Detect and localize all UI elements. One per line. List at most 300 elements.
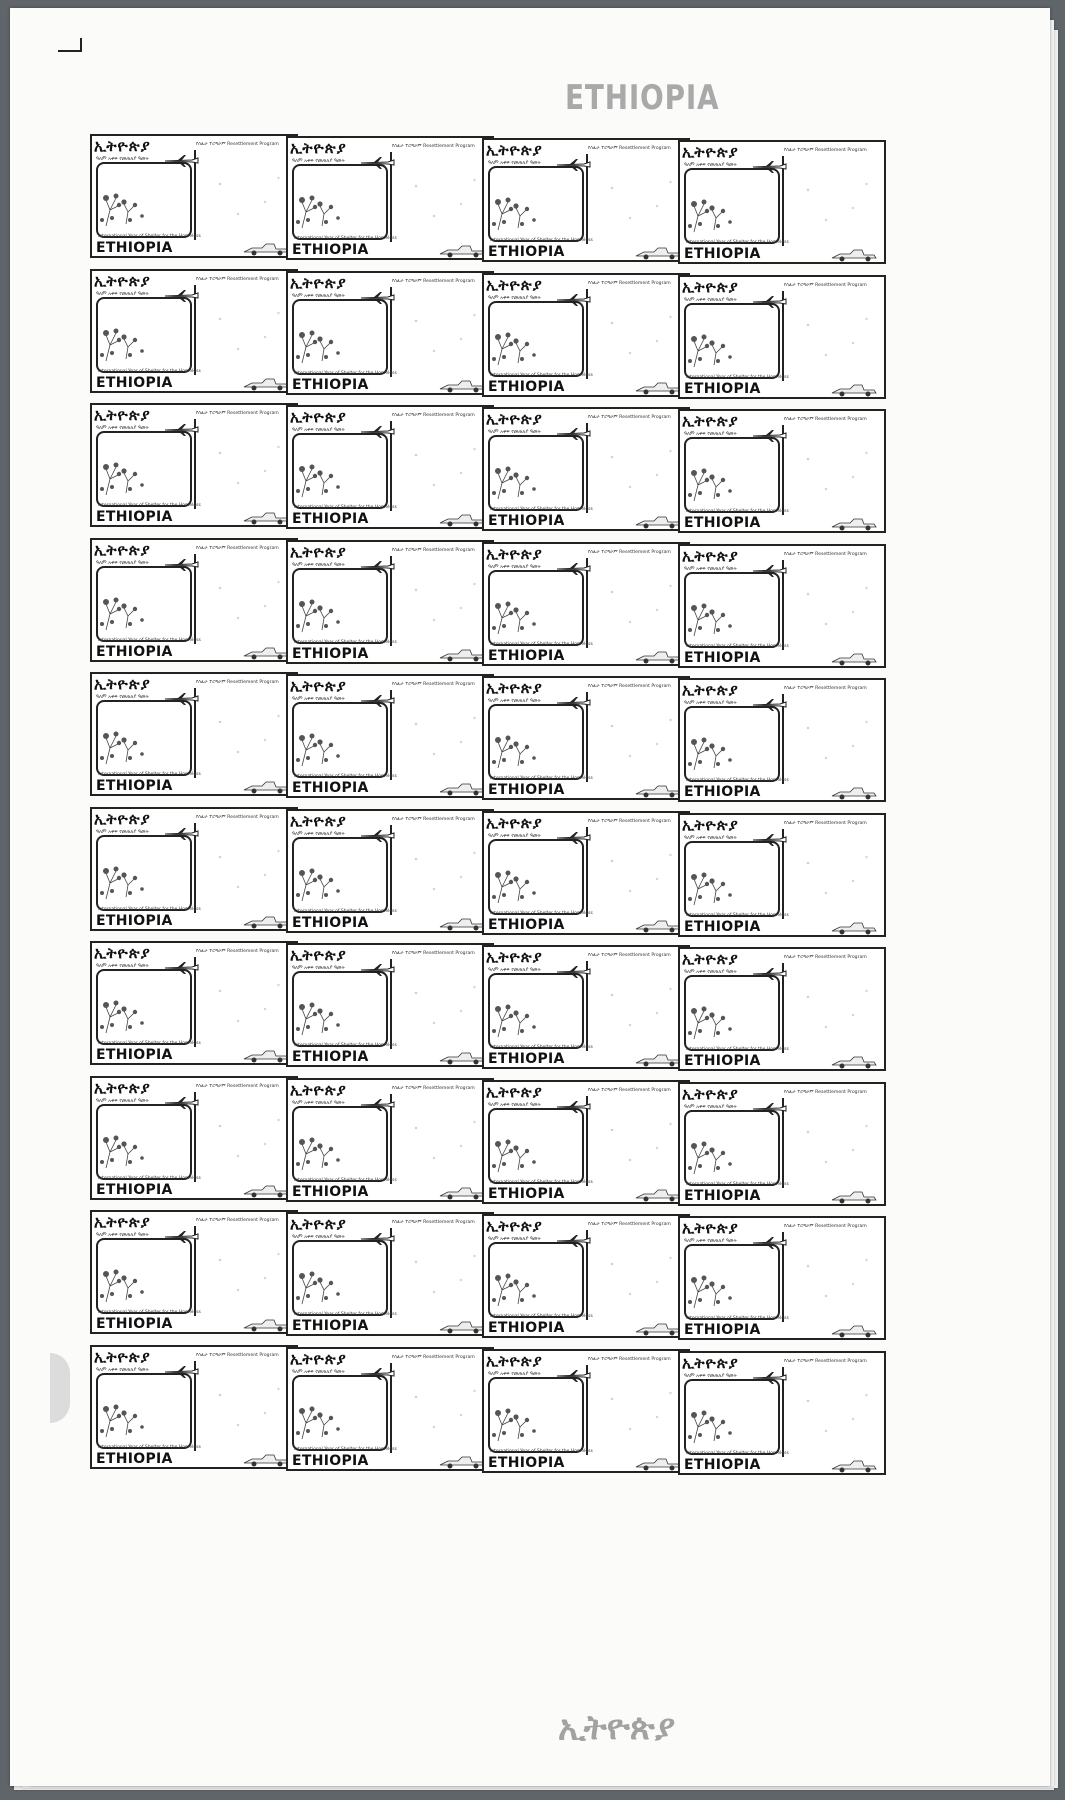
stamp (90, 269, 302, 407)
stamp-program-label: የሰፈራ ፕሮግራም Resettlement Program (392, 1085, 475, 1091)
stamp-amharic-header: ኢትዮጵያ (94, 1347, 151, 1366)
trees-icon (98, 849, 162, 901)
stamp-caption: International Year of Shelter for the Homeless (98, 906, 201, 912)
trees-icon (98, 580, 162, 632)
stamp-country: ETHIOPIA (684, 1456, 761, 1473)
stamp-frame (678, 140, 886, 264)
stamp-country: ETHIOPIA (96, 1047, 173, 1063)
stamp-caption: International Year of Shelter for the Homeless (686, 240, 789, 245)
stamp (482, 407, 694, 545)
airplane-icon (752, 295, 788, 309)
stamp-faint-art (790, 307, 880, 367)
stamp-program-label: የሰፈራ ፕሮግራም Resettlement Program (196, 1083, 279, 1089)
stamp-frame (90, 538, 298, 662)
stamp-frame (286, 1347, 494, 1471)
stamp-faint-art (202, 1108, 292, 1168)
tractor-icon (830, 246, 880, 262)
stamp-faint-art (398, 975, 488, 1035)
stamp-country: ETHIOPIA (292, 376, 369, 393)
stamp (482, 542, 694, 680)
stamp-faint-art (790, 710, 880, 770)
stamp-faint-art (594, 1381, 684, 1441)
tractor-icon (438, 1049, 488, 1065)
stamp-faint-art (594, 977, 684, 1037)
stamp-faint-art (398, 1244, 488, 1304)
stamp-caption: International Year of Shelter for the Homeless (98, 1175, 201, 1181)
tractor-icon (242, 913, 292, 929)
stamp-frame (482, 273, 690, 397)
tractor-icon (830, 1322, 880, 1338)
stamp-country: ETHIOPIA (684, 1187, 761, 1204)
tractor-icon (830, 650, 880, 666)
stamp-amharic-header: ኢትዮጵያ (486, 948, 543, 966)
stamp (286, 1212, 498, 1350)
stamp-caption: International Year of Shelter for the Homeless (98, 1310, 201, 1315)
trees-icon (686, 1258, 750, 1310)
stamp (90, 1345, 302, 1483)
airplane-icon (360, 963, 396, 977)
stamp (482, 945, 694, 1083)
stamp-caption: International Year of Shelter for the Homeless (490, 910, 593, 916)
airplane-icon (164, 961, 200, 975)
stamp-frame (678, 544, 886, 668)
stamp-faint-art (398, 1379, 488, 1439)
stamp-amharic-header: ኢትዮጵያ (486, 1082, 543, 1101)
stamp-amharic-header: ኢትዮጵያ (94, 1213, 151, 1231)
stamp-amharic-header: ኢትዮጵያ (94, 540, 151, 559)
stamp-caption: International Year of Shelter for the Homeless (98, 234, 201, 239)
stamp-country: ETHIOPIA (488, 378, 565, 395)
trees-icon (490, 718, 554, 770)
stamp-frame (286, 943, 494, 1067)
stamp-amharic-subheader: ዓለም አቀፍ የመጠለያ ዓመት (488, 1101, 541, 1108)
stamp (90, 538, 302, 676)
stamp-faint-art (594, 439, 684, 499)
stamp-caption: International Year of Shelter for the Homeless (98, 503, 201, 508)
stamp-program-label: የሰፈራ ፕሮግራም Resettlement Program (196, 276, 279, 282)
stamp (678, 1351, 890, 1489)
stamp (286, 943, 498, 1081)
stamp-amharic-subheader: ዓለም አቀፍ የመጠለያ ዓመት (292, 830, 345, 837)
stamp-faint-art (790, 172, 880, 232)
stamp-faint-art (202, 839, 292, 899)
stamp-caption: International Year of Shelter for the Homeless (490, 1179, 593, 1185)
stamp-amharic-header: ኢትዮጵያ (682, 277, 739, 296)
stamp-faint-art (398, 1110, 488, 1170)
tractor-icon (634, 648, 684, 664)
tractor-icon (830, 1457, 880, 1473)
stamp-program-label: የሰፈራ ፕሮግራም Resettlement Program (588, 146, 671, 151)
stamp-caption: International Year of Shelter for the Homeless (686, 374, 789, 380)
stamp-country: ETHIOPIA (96, 643, 173, 660)
airplane-icon (360, 1367, 396, 1381)
stamp-faint-art (594, 1246, 684, 1306)
stamp-country: ETHIOPIA (684, 918, 761, 935)
trees-icon (490, 449, 554, 501)
stamp-frame (90, 1076, 298, 1200)
stamp-country: ETHIOPIA (488, 916, 565, 933)
airplane-icon (752, 833, 788, 847)
stamp (90, 1076, 302, 1214)
stamp (482, 1349, 694, 1487)
tractor-icon (830, 515, 880, 531)
stamp-country: ETHIOPIA (488, 1454, 565, 1471)
stamp-caption: International Year of Shelter for the Homeless (98, 368, 201, 374)
stamp-amharic-header: ኢትዮጵያ (94, 271, 151, 290)
stamp-caption: International Year of Shelter for the Homeless (686, 1450, 789, 1456)
tractor-icon (634, 1186, 684, 1202)
stamp (286, 405, 498, 543)
stamp-faint-art (398, 168, 488, 228)
stamp-frame (90, 269, 298, 393)
trees-icon (98, 1118, 162, 1170)
stamp-frame (482, 542, 690, 666)
trees-icon (294, 985, 358, 1037)
stamp-faint-art (202, 166, 292, 226)
tractor-icon (634, 513, 684, 529)
tractor-icon (634, 782, 684, 798)
stamp-country: ETHIOPIA (488, 647, 565, 664)
stamp-program-label: የሰፈራ ፕሮግራም Resettlement Program (784, 1358, 867, 1364)
stamp-amharic-subheader: ዓለም አቀፍ የመጠለያ ዓመት (488, 563, 541, 570)
stamp-caption: International Year of Shelter for the Homeless (294, 505, 397, 510)
tractor-icon (242, 1316, 292, 1332)
stamp-amharic-subheader: ዓለም አቀፍ የመጠለያ ዓመት (96, 290, 149, 297)
stamp-country: ETHIOPIA (292, 645, 369, 662)
stamp-country: ETHIOPIA (292, 511, 369, 527)
stamp-frame (482, 811, 690, 935)
stamp-amharic-header: ኢትዮጵያ (682, 546, 739, 565)
tractor-icon (438, 780, 488, 796)
stamp-country: ETHIOPIA (292, 780, 369, 796)
stamp-program-label: የሰፈራ ፕሮግራም Resettlement Program (784, 148, 867, 153)
stamp-program-label: የሰፈራ ፕሮግራም Resettlement Program (392, 413, 475, 418)
trees-icon (490, 180, 554, 232)
stamp-amharic-subheader: ዓለም አቀፍ የመጠለያ ዓመት (292, 1099, 345, 1106)
airplane-icon (360, 1232, 396, 1246)
trees-icon (686, 1124, 750, 1176)
trees-icon (490, 987, 554, 1039)
stamp-program-label: የሰፈራ ፕሮግራም Resettlement Program (588, 818, 671, 824)
stamp-caption: International Year of Shelter for the Homeless (686, 643, 789, 649)
stamp-program-label: የሰፈራ ፕሮግራም Resettlement Program (784, 686, 867, 691)
trees-icon (686, 586, 750, 638)
trees-icon (490, 315, 554, 367)
stamp-amharic-subheader: ዓለም አቀፍ የመጠለያ ዓመት (684, 969, 737, 975)
stamp-faint-art (594, 305, 684, 365)
stamp-frame (678, 275, 886, 399)
stamp-faint-art (398, 437, 488, 497)
tractor-icon (242, 644, 292, 660)
stamp (678, 544, 890, 682)
stamp-caption: International Year of Shelter for the Homeless (686, 509, 789, 514)
trees-icon (98, 1387, 162, 1439)
airplane-icon (360, 829, 396, 843)
stamp-country: ETHIOPIA (96, 778, 173, 794)
stamp (286, 1347, 498, 1485)
trees-icon (98, 983, 162, 1035)
trees-icon (294, 178, 358, 230)
stamp-amharic-subheader: ዓለም አቀፍ የመጠለያ ዓመት (684, 834, 737, 841)
stamp-caption: International Year of Shelter for the Homeless (294, 1177, 397, 1183)
trees-icon (294, 313, 358, 365)
stamp-amharic-subheader: ዓለም አቀፍ የመጠለያ ዓመት (488, 429, 541, 435)
trees-icon (294, 1254, 358, 1306)
stamp-faint-art (790, 576, 880, 636)
stamp-program-label: የሰፈራ ፕሮግራም Resettlement Program (588, 953, 671, 958)
stamp-frame (90, 807, 298, 931)
stamp-amharic-subheader: ዓለም አቀፍ የመጠለያ ዓመት (96, 425, 149, 431)
stamp-caption: International Year of Shelter for the Homeless (294, 1446, 397, 1452)
stamp (482, 138, 694, 276)
stamp-program-label: የሰፈራ ፕሮግራም Resettlement Program (196, 545, 279, 551)
stamp (286, 271, 498, 409)
stamp-amharic-subheader: ዓለም አቀፍ የመጠለያ ዓመት (96, 1097, 149, 1104)
stamp-country: ETHIOPIA (96, 509, 173, 525)
airplane-icon (752, 698, 788, 712)
tractor-icon (242, 778, 292, 794)
stamp-frame (482, 138, 690, 262)
tractor-icon (830, 919, 880, 935)
stamp-caption: International Year of Shelter for the Homeless (294, 236, 397, 241)
sheet-amharic-title: ኢትዮጵያ (558, 1708, 676, 1748)
stamp-faint-art (398, 303, 488, 363)
stamp-faint-art (594, 1112, 684, 1172)
stamp-frame (286, 809, 494, 933)
stamp-amharic-header: ኢትዮጵያ (290, 139, 347, 157)
tractor-icon (438, 242, 488, 258)
trees-icon (686, 182, 750, 234)
tractor-icon (242, 375, 292, 391)
stamp-program-label: የሰፈራ ፕሮግራም Resettlement Program (784, 417, 867, 422)
stamp-amharic-header: ኢትዮጵያ (290, 1349, 347, 1368)
airplane-icon (752, 160, 788, 174)
stamp-amharic-subheader: ዓለም አቀፍ የመጠለያ ዓመት (488, 967, 541, 973)
trees-icon (294, 716, 358, 768)
stamp (286, 674, 498, 812)
stamp-amharic-header: ኢትዮጵያ (486, 410, 543, 428)
airplane-icon (164, 558, 200, 572)
stamp-program-label: የሰፈራ ፕሮግራም Resettlement Program (196, 1352, 279, 1358)
trees-icon (294, 1389, 358, 1441)
stamp-amharic-subheader: ዓለም አቀፍ የመጠለያ ዓመት (684, 162, 737, 168)
trees-icon (98, 176, 162, 228)
tractor-icon (242, 1182, 292, 1198)
tractor-icon (438, 1453, 488, 1469)
stamp-amharic-subheader: ዓለም አቀፍ የመጠለያ ዓመት (96, 963, 149, 969)
stamp-faint-art (790, 979, 880, 1039)
stamp-caption: International Year of Shelter for the Homeless (686, 778, 789, 783)
stamp-faint-art (594, 574, 684, 634)
stamp-faint-art (594, 843, 684, 903)
stamp-frame (90, 1210, 298, 1334)
trees-icon (490, 1391, 554, 1443)
stamp-caption: International Year of Shelter for the Homeless (294, 1312, 397, 1317)
stamp-frame (286, 405, 494, 529)
stamp (678, 947, 890, 1085)
airplane-icon (556, 1234, 592, 1248)
stamp-program-label: የሰፈራ ፕሮግራም Resettlement Program (392, 144, 475, 149)
stamp (90, 807, 302, 945)
stamp-amharic-subheader: ዓለም አቀፍ የመጠለያ ዓመት (292, 158, 345, 164)
stamp-frame (482, 407, 690, 531)
airplane-icon (556, 562, 592, 576)
stamp-amharic-header: ኢትዮጵያ (290, 946, 347, 964)
stamp-amharic-header: ኢትዮጵያ (486, 275, 543, 294)
stamp (678, 1216, 890, 1354)
trees-icon (490, 1256, 554, 1308)
airplane-icon (360, 1098, 396, 1112)
stamp (678, 275, 890, 413)
stamp (482, 811, 694, 949)
stamp-caption: International Year of Shelter for the Homeless (686, 912, 789, 918)
stamp-faint-art (790, 845, 880, 905)
stamp-amharic-header: ኢትዮጵያ (94, 137, 151, 155)
stamp-sheet (10, 8, 1050, 1786)
stamp-caption: International Year of Shelter for the Homeless (294, 639, 397, 645)
stamp-program-label: የሰፈራ ፕሮግራም Resettlement Program (784, 1089, 867, 1095)
stamp-program-label: የሰፈራ ፕሮግራም Resettlement Program (196, 411, 279, 416)
airplane-icon (556, 1100, 592, 1114)
stamp-caption: International Year of Shelter for the Homeless (490, 507, 593, 512)
stamp-program-label: የሰፈራ ፕሮግራም Resettlement Program (196, 142, 279, 147)
stamp-amharic-header: ኢትዮጵያ (94, 944, 151, 962)
stamp-country: ETHIOPIA (488, 244, 565, 260)
stamp-country: ETHIOPIA (292, 1183, 369, 1200)
stamp (286, 1078, 498, 1216)
trees-icon (98, 714, 162, 766)
stamp-program-label: የሰፈራ ፕሮግራም Resettlement Program (392, 682, 475, 687)
trees-icon (686, 1393, 750, 1445)
stamp-amharic-header: ኢትዮጵያ (682, 950, 739, 968)
stamp-amharic-header: ኢትዮጵያ (290, 1080, 347, 1099)
stamp-country: ETHIOPIA (96, 240, 173, 256)
stamp-faint-art (202, 973, 292, 1033)
airplane-icon (556, 293, 592, 307)
tractor-icon (830, 1188, 880, 1204)
stamp-frame (482, 945, 690, 1069)
stamp-caption: International Year of Shelter for the Homeless (294, 908, 397, 914)
trees-icon (686, 451, 750, 503)
stamp-amharic-subheader: ዓለም አቀፍ የመጠለያ ዓመት (292, 1234, 345, 1240)
stamp-faint-art (398, 841, 488, 901)
stamp-frame (678, 1216, 886, 1340)
stamp-amharic-subheader: ዓለም አቀፍ የመጠለያ ዓመት (684, 1372, 737, 1379)
stamp-faint-art (202, 704, 292, 764)
stamp-amharic-header: ኢትዮጵያ (290, 677, 347, 695)
stamp-caption: International Year of Shelter for the Homeless (490, 1448, 593, 1454)
stamp-amharic-subheader: ዓለም አቀፍ የመጠለያ ዓመት (96, 1232, 149, 1238)
stamp-faint-art (202, 1242, 292, 1302)
sheet-title: ETHIOPIA (565, 78, 720, 118)
stamp-caption: International Year of Shelter for the Homeless (686, 1181, 789, 1187)
stamp (678, 140, 890, 278)
airplane-icon (752, 1236, 788, 1250)
stamp-faint-art (790, 441, 880, 501)
stamp-caption: International Year of Shelter for the Homeless (686, 1047, 789, 1052)
stamp-program-label: የሰፈራ ፕሮግራም Resettlement Program (392, 1354, 475, 1360)
airplane-icon (556, 1369, 592, 1383)
stamp-amharic-header: ኢትዮጵያ (486, 141, 543, 159)
stamp-amharic-subheader: ዓለም አቀፍ የመጠለያ ዓመት (96, 559, 149, 566)
stamp-amharic-header: ኢትዮጵያ (682, 1084, 739, 1103)
tractor-icon (830, 381, 880, 397)
stamp-frame (678, 947, 886, 1071)
stamp-frame (678, 678, 886, 802)
stamp-country: ETHIOPIA (488, 782, 565, 798)
stamp-program-label: የሰፈራ ፕሮግራም Resettlement Program (392, 1220, 475, 1225)
trees-icon (686, 989, 750, 1041)
stamp-amharic-subheader: ዓለም አቀፍ የመጠለያ ዓመት (292, 696, 345, 702)
stamp-amharic-subheader: ዓለም አቀፍ የመጠለያ ዓመት (684, 700, 737, 706)
stamp-program-label: የሰፈራ ፕሮግራም Resettlement Program (196, 1218, 279, 1223)
stamp-amharic-subheader: ዓለም አቀፍ የመጠለያ ዓመት (96, 694, 149, 700)
stamp-amharic-header: ኢትዮጵያ (682, 681, 739, 699)
crop-mark (58, 50, 80, 52)
stamp-amharic-header: ኢትዮጵያ (682, 1353, 739, 1372)
stamp-faint-art (790, 1114, 880, 1174)
stamp-caption: International Year of Shelter for the Homeless (490, 641, 593, 647)
airplane-icon (164, 423, 200, 437)
stamp-caption: International Year of Shelter for the Homeless (294, 774, 397, 779)
airplane-icon (360, 291, 396, 305)
stamp-frame (678, 813, 886, 937)
stamp (286, 809, 498, 947)
stamp-frame (90, 134, 298, 258)
airplane-icon (556, 965, 592, 979)
stamp-frame (678, 1351, 886, 1475)
stamp-frame (90, 1345, 298, 1469)
stamp (286, 540, 498, 678)
stamp-country: ETHIOPIA (684, 246, 761, 262)
stamp-frame (286, 271, 494, 395)
sheet-notch (50, 1353, 70, 1423)
stamp-program-label: የሰፈራ ፕሮግራም Resettlement Program (392, 816, 475, 822)
trees-icon (686, 855, 750, 907)
stamp-amharic-header: ኢትዮጵያ (290, 811, 347, 830)
stamp-caption: International Year of Shelter for the Homeless (490, 776, 593, 781)
trees-icon (98, 1252, 162, 1304)
stamp-country: ETHIOPIA (96, 1450, 173, 1467)
stamp-caption: International Year of Shelter for the Homeless (490, 372, 593, 378)
stamp-country: ETHIOPIA (96, 1316, 173, 1332)
trees-icon (490, 1122, 554, 1174)
airplane-icon (752, 1371, 788, 1385)
tractor-icon (634, 917, 684, 933)
stamp-frame (482, 1349, 690, 1473)
stamp-frame (482, 1080, 690, 1204)
stamp (90, 134, 302, 272)
trees-icon (294, 1120, 358, 1172)
stamp-program-label: የሰፈራ ፕሮግራም Resettlement Program (588, 1222, 671, 1227)
stamp-country: ETHIOPIA (684, 1322, 761, 1338)
trees-icon (490, 853, 554, 905)
stamp-faint-art (790, 1248, 880, 1308)
stamp-faint-art (790, 1383, 880, 1443)
stamp-amharic-subheader: ዓለም አቀፍ የመጠለያ ዓመት (488, 1236, 541, 1242)
stamp-caption: International Year of Shelter for the Homeless (490, 1045, 593, 1050)
stamp-program-label: የሰፈራ ፕሮግራም Resettlement Program (196, 949, 279, 954)
stamp-country: ETHIOPIA (292, 1318, 369, 1334)
stamp-faint-art (594, 708, 684, 768)
stamp-frame (482, 1214, 690, 1338)
airplane-icon (164, 692, 200, 706)
stamp-program-label: የሰፈራ ፕሮግራም Resettlement Program (784, 955, 867, 960)
stamp (90, 672, 302, 810)
tractor-icon (830, 784, 880, 800)
stamp-amharic-header: ኢትዮጵያ (486, 1351, 543, 1370)
airplane-icon (556, 427, 592, 441)
